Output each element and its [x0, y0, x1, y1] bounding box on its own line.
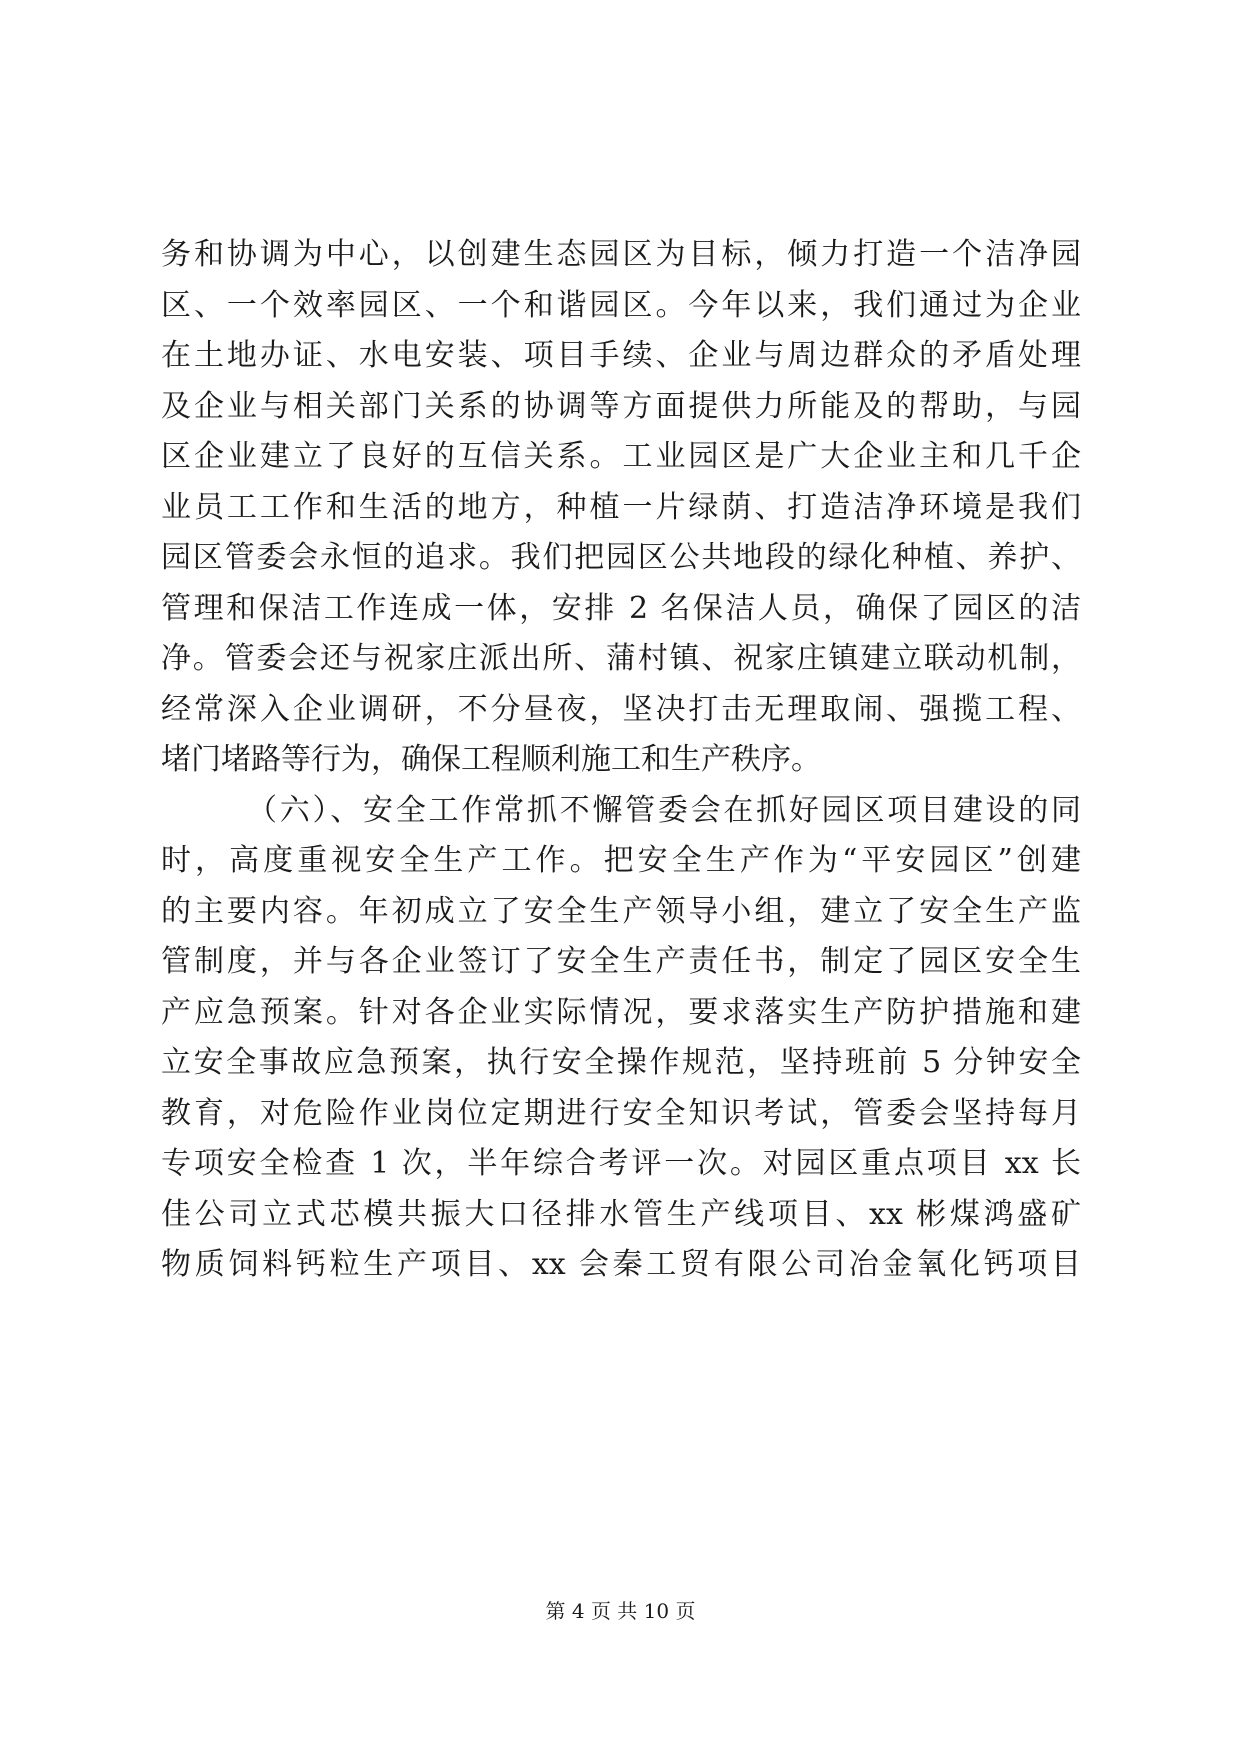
text-line: 及企业与相关部门关系的协调等方面提供力所能及的帮助，与园	[161, 388, 1081, 424]
text-line: 管制度，并与各企业签订了安全生产责任书，制定了园区安全生	[161, 944, 1081, 979]
text-line: 区、一个效率园区、一个和谐园区。今年以来，我们通过为企业	[161, 287, 1081, 323]
text-line: 教育，对危险作业岗位定期进行安全知识考试，管委会坚持每月	[161, 1095, 1081, 1131]
text-line: 专项安全检查 1 次，半年综合考评一次。对园区重点项目 xx 长	[161, 1146, 1081, 1181]
text-line: 务和协调为中心，以创建生态园区为目标，倾力打造一个洁净园	[161, 237, 1081, 272]
text-line: 时，高度重视安全生产工作。把安全生产作为“平安园区”创建	[161, 843, 1081, 878]
text-line: 立安全事故应急预案，执行安全操作规范，坚持班前 5 分钟安全	[161, 1045, 1081, 1080]
paragraph-start-line: （六）、安全工作常抓不懈管委会在抓好园区项目建设的同	[247, 792, 1081, 828]
text-line: 在土地办证、水电安装、项目手续、企业与周边群众的矛盾处理	[161, 338, 1081, 373]
text-line: 区企业建立了良好的互信关系。工业园区是广大企业主和几千企	[161, 439, 1081, 474]
text-line: 业员工工作和生活的地方，种植一片绿荫、打造洁净环境是我们	[161, 489, 1081, 525]
text-line: 佳公司立式芯模共振大口径排水管生产线项目、xx 彬煤鸿盛矿	[161, 1196, 1081, 1232]
text-line: 净。管委会还与祝家庄派出所、蒲村镇、祝家庄镇建立联动机制，	[161, 641, 1081, 676]
text-line: 管理和保洁工作连成一体，安排 2 名保洁人员，确保了园区的洁	[161, 590, 1081, 626]
text-line: 经常深入企业调研，不分昼夜，坚决打击无理取闹、强揽工程、	[161, 691, 1081, 727]
paragraph-end-line: 堵门堵路等行为，确保工程顺利施工和生产秩序。	[161, 742, 821, 777]
body-text	[161, 230, 1081, 1291]
text-line: 产应急预案。针对各企业实际情况，要求落实生产防护措施和建	[161, 994, 1081, 1030]
text-line: 的主要内容。年初成立了安全生产领导小组，建立了安全生产监	[161, 893, 1081, 929]
text-line: 园区管委会永恒的追求。我们把园区公共地段的绿化种植、养护、	[161, 540, 1081, 575]
page-number-footer: 第 4 页 共 10 页	[545, 1599, 696, 1623]
text-line: 物质饲料钙粒生产项目、xx 会秦工贸有限公司冶金氧化钙项目	[161, 1247, 1081, 1282]
